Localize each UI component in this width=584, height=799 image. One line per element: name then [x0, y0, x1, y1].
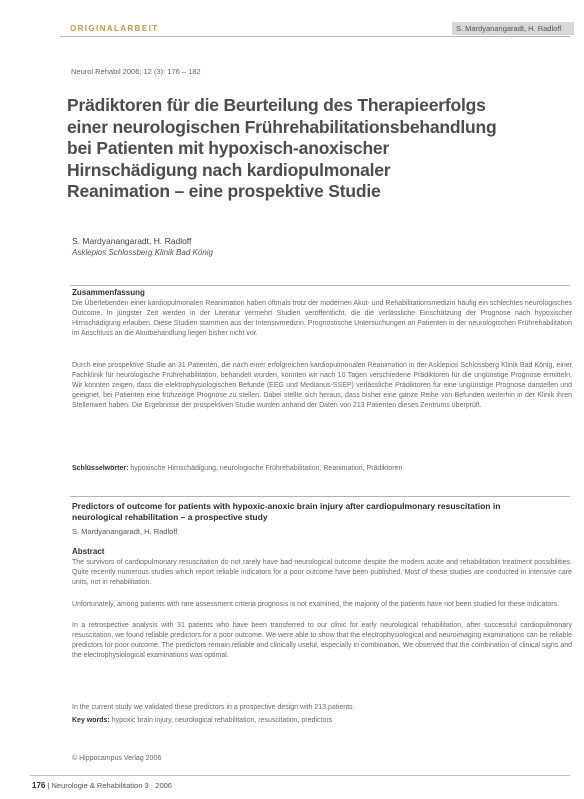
abstract-paragraph-4: In the current study we validated these predictors in a prospective design with 213 patients. [72, 704, 355, 711]
summary-paragraph-2: Durch eine prospektive Studie an 31 Patienten, die nach einer erfolgreichen kardiopulmonalen Reanimation in der Asklepios Schlossberg Klinik Bad König, einer Fachklinik für neurologische Frührehabilitation, behandelt wurden, konnten wir nach 10 Tagen verschiedene Prädiktoren für die ungünstige Prognose ermitteln. Wir konnten zeigen, dass die elektrophysiologischen Befunde (EEG und Medianus-SSEP) verlässliche Prädiktoren für eine ungünstige Prognose darstellen und geeignet, bei Patienten eine frühzeitige Prognose zu stellen. Dabei stellte sich heraus, dass bisher eine ganze Reihe von Befunden weiterhin in der Klinik ihren Stellenwert haben. Die Ergebnisse der prospektiven Studie wurden anhand der Daten von 213 Patienten dieses Zentrums überprüft. [72, 362, 572, 409]
english-authors: S. Mardyanangaradt, H. Radloff [72, 527, 178, 536]
header-divider [60, 36, 570, 37]
section-label: ORIGINALARBEIT [70, 24, 159, 33]
summary-paragraph-1: Die Überlebenden einer kardiopulmonalen Reanimation haben oftmals trotz der modernen Akut- und Rehabilitationsmedizin häufig ein schlechtes neurologisches Outcome. In jüngster Zeit werden in der Literatur vermehrt Studien veröffentlicht, die die verlässliche Einschätzung der Prognose nach hypoxischer Hirnschädigung erlauben. Diese Studien stammen aus der Intensivmedizin. Prognostische Untersuchungen an Patienten in der neurologischen Frührehabilitation im Anschluss an die Akutbehandlung liegen bisher nicht vor. [72, 300, 572, 337]
abstract-paragraph-3: In a retrospective analysis with 31 patients who have been transferred to our clinic for early neurological rehabilitation, after successful cardiopulmonary resuscitation, we found reliable predictors for a poor outcome. We were able to show that the electrophysiological and neuroimaging examinations can be reliable predictors for poor outcome. The predictors remain reliable and clinically useful, especially in combination. We observed that the combination of clinical signs and the electrophysiological examinations was optimal. [72, 622, 572, 659]
citation: Neurol Rehabil 2006; 12 (3): 176 – 182 [71, 67, 201, 76]
page-number: 176 [32, 781, 46, 790]
abstract-paragraph-2: Unfortunately, among patients with rare assessment criteria prognosis is not examined, the majority of the patients have not been studied for these indicators. [72, 601, 560, 608]
summary-heading: Zusammenfassung [72, 288, 145, 297]
keywords-label: Schlüsselwörter: [72, 465, 129, 472]
summary-divider [70, 285, 570, 286]
abstract-heading: Abstract [72, 547, 105, 556]
page-footer [32, 781, 172, 790]
keywords-text: hypoxic brain injury, neurological rehabilitation, resuscitation, predictors [111, 717, 333, 724]
english-divider [70, 496, 570, 497]
summary-keywords [72, 464, 572, 474]
keywords-label: Key words: [72, 717, 110, 724]
article-title: Prädiktoren für die Beurteilung des Therapieerfolgs einer neurologischen Frührehabilitationsbehandlung bei Patienten mit hypoxisch-anoxischer Hirnschädigung nach kardiopulmonaler Reanimation – eine prospektive Studie [67, 95, 497, 201]
abstract-keywords [72, 716, 572, 726]
affiliation: Asklepios Schlossberg Klinik Bad König [72, 248, 213, 257]
keywords-text: hypoxische Hirnschädigung, neurologische Frührehabilitation, Reanimation, Prädiktoren [130, 465, 403, 472]
english-title: Predictors of outcome for patients with hypoxic-anoxic brain injury after cardiopulmonary resuscitation in neurological rehabilitation – a prospective study [72, 501, 501, 522]
footer-divider [30, 775, 570, 776]
abstract-paragraph-1: The survivors of cardiopulmonary resuscitation do not rarely have bad neurological outcome despite the modern acute and rehabilitation treatment possibilities. Quite recently numerous studies which report reliable indicators for a poor outcome have been published. Most of these studies are conducted in intensive care units, not in rehabilitation. [72, 559, 572, 586]
authors: S. Mardyanangaradt, H. Radloff [72, 236, 192, 246]
copyright: © Hippocampus Verlag 2006 [72, 755, 162, 762]
journal-name: | Neurologie & Rehabilitation 3 · 2006 [47, 781, 172, 790]
running-head: S. Mardyanangaradt, H. Radloff [452, 22, 574, 35]
